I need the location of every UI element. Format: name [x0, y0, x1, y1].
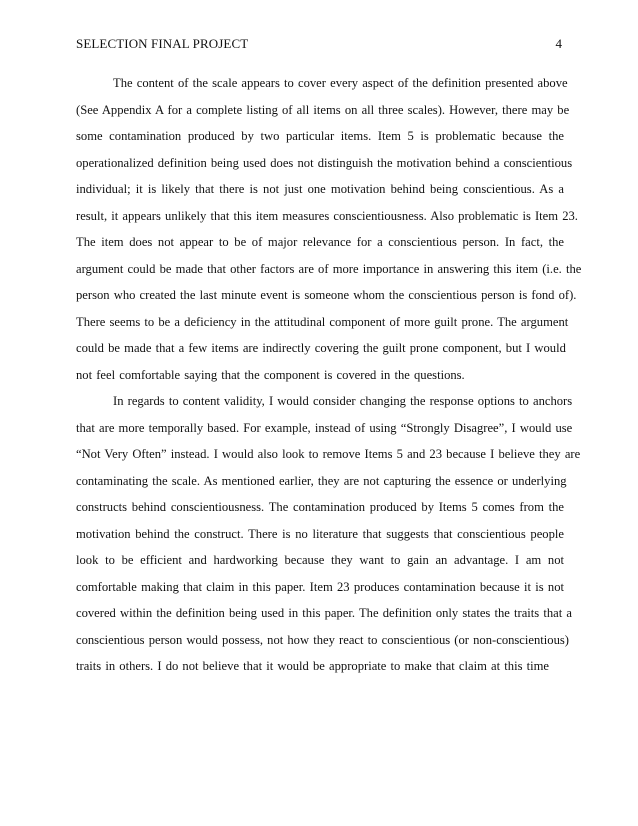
running-head-title: SELECTION FINAL PROJECT	[76, 36, 249, 51]
page-number: 4	[555, 36, 562, 51]
paragraph-2-line: covered within the definition being used in this paper. The definition only states the traits that a	[76, 606, 572, 620]
paragraph-2-line: constructs behind conscientiousness. The contamination produced by Items 5 comes from the	[76, 500, 564, 514]
paragraph-1-line: could be made that a few items are indirectly covering the guilt prone component, but I would	[76, 341, 566, 355]
paragraph-2-line: conscientious person would possess, not how they react to conscientious (or non-conscientious)	[76, 632, 569, 647]
running-header	[76, 35, 562, 53]
paragraph-1-line: The content of the scale appears to cover every aspect of the definition presented above	[113, 76, 568, 90]
paragraph-1-line: operationalized definition being used does not distinguish the motivation behind a conscientious	[76, 155, 573, 170]
paragraph-2-line: comfortable making that claim in this paper. Item 23 produces contamination because it is not	[76, 579, 564, 594]
paragraph-1-line: argument could be made that other factors are of more importance in answering this item (i.e. the	[76, 261, 582, 276]
paragraph-2-line: motivation behind the construct. There is no literature that suggests that conscientious people	[76, 526, 564, 541]
paragraph-1-line: (See Appendix A for a complete listing of all items on all three scales). However, there may be	[76, 102, 570, 117]
paragraph-2-line: look to be efficient and hardworking because they want to gain an advantage. I am not	[76, 553, 564, 567]
paragraph-2-line: In regards to content validity, I would consider changing the response options to anchors	[113, 394, 573, 408]
paragraph-1-line: individual; it is likely that there is not just one motivation behind being conscientious. As a	[76, 182, 564, 196]
paragraph-1-line: not feel comfortable saying that the component is covered in the questions.	[76, 367, 465, 382]
paragraph-1-line: some contamination produced by two particular items. Item 5 is problematic because the	[76, 129, 564, 143]
body-text	[76, 70, 582, 680]
paragraph-1-line: The item does not appear to be of major relevance for a conscientious person. In fact, the	[76, 235, 564, 249]
paragraph-2-line: contaminating the scale. As mentioned earlier, they are not capturing the essence or underlying	[76, 473, 567, 488]
paragraph-2-line: “Not Very Often” instead. I would also look to remove Items 5 and 23 because I believe they are	[76, 447, 581, 461]
paragraph-1-line: result, it appears unlikely that this item measures conscientiousness. Also problematic is Item 23.	[76, 208, 578, 223]
paragraph-1-line: There seems to be a deficiency in the attitudinal component of more guilt prone. The argument	[76, 314, 569, 329]
paragraph-1-line: person who created the last minute event is someone whom the conscientious person is fond of).	[76, 288, 577, 302]
paragraph-2-line: traits in others. I do not believe that it would be appropriate to make that claim at this time	[76, 659, 550, 673]
paragraph-2-line: that are more temporally based. For example, instead of using “Strongly Disagree”, I would use	[76, 420, 573, 435]
